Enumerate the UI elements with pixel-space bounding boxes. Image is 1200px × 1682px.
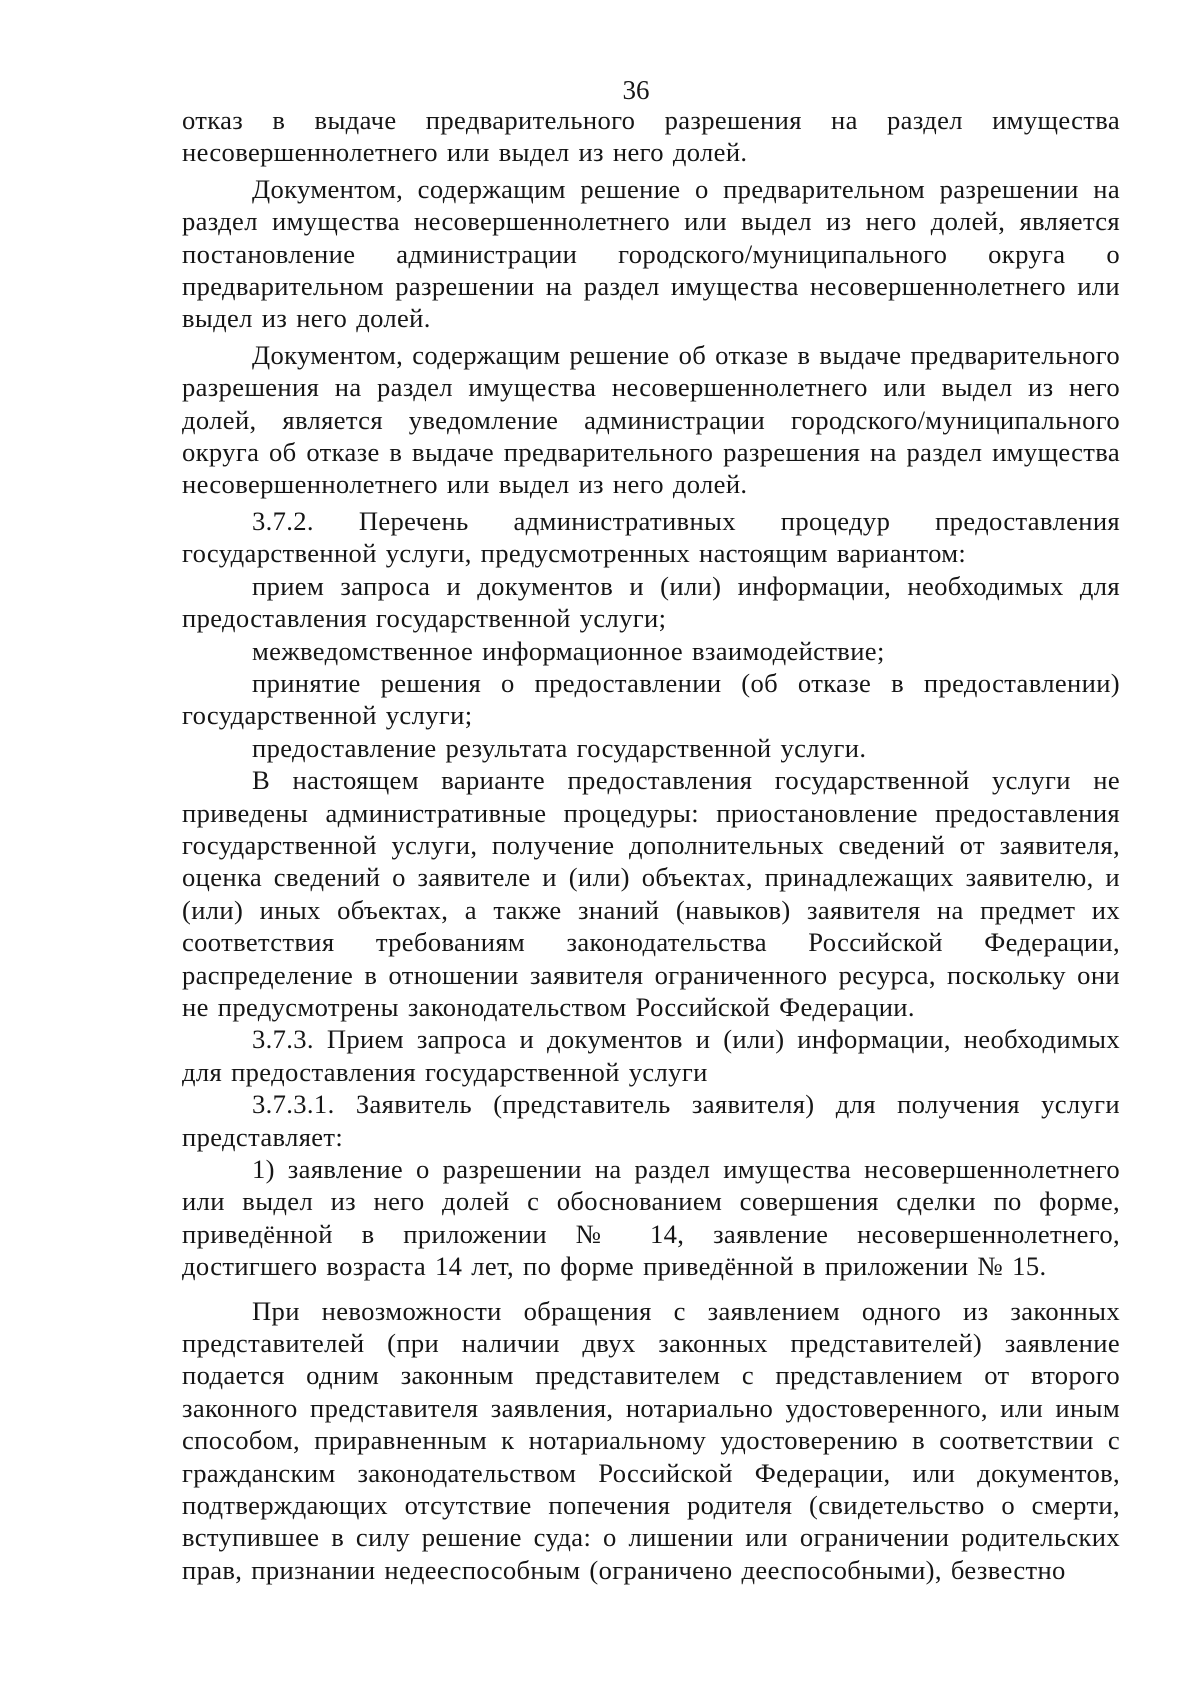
page-number: 36 xyxy=(622,75,650,105)
paragraph-3-7-3: 3.7.3. Прием запроса и документов и (или) информации, необходимых для предоставления государственной услуги xyxy=(182,1024,1120,1087)
list-item-request-intake: прием запроса и документов и (или) информации, необходимых для предоставления государственной услуги; xyxy=(182,570,1120,634)
list-item-application: 1) заявление о разрешении на раздел имущества несовершеннолетнего или выдел из него долей с обоснованием совершения сделки по форме, приведённой в приложении № 14, заявление несовершеннолетнего, достигшего возраста 14 лет, по форме приведённой в приложении № 15. xyxy=(182,1154,1120,1282)
list-item-result: предоставление результата государственной услуги. xyxy=(252,732,867,763)
list-item-interagency: межведомственное информационное взаимодействие; xyxy=(252,635,885,666)
paragraph-decision-document: Документом, содержащим решение о предварительном разрешении на раздел имущества несовершеннолетнего или выдел из него долей, является постановление администрации городского/муниципального округа о предварительном разрешении на раздел имущества несовершеннолетнего или выдел из него долей. xyxy=(182,173,1120,334)
paragraph-3-7-2: 3.7.2. Перечень административных процедур предоставления государственной услуги, предусмотренных настоящим вариантом: xyxy=(182,505,1120,569)
document-body xyxy=(182,104,1120,1586)
paragraph-omitted-procedures: В настоящем варианте предоставления государственной услуги не приведены административные процедуры: приостановление предоставления государственной услуги, получение дополнительных сведений от заявителя, оценка сведений о заявителе и (или) объектах, принадлежащих заявителю, и (или) иных объектах, а также знаний (навыков) заявителя на предмет их соответствия требованиям законодательства Российской Федерации, распределение в отношении заявителя ограниченного ресурса, поскольку они не предусмотрены законодательством Российской Федерации. xyxy=(182,765,1120,1022)
paragraph-impossibility: При невозможности обращения с заявлением одного из законных представителей (при наличии двух законных представителей) заявление подается одним законным представителем с представлением от второго законного представителя заявления, нотариально удостоверенного, или иным способом, приравненным к нотариальному удостоверению в соответствии с гражданским законодательством Российской Федерации, или документов, подтверждающих отсутствие попечения родителя (свидетельство о смерти, вступившее в силу решение суда: о лишении или ограничении родительских прав, признании недееспособным (ограничено дееспособными), безвестно xyxy=(182,1295,1120,1585)
list-item-decision: принятие решения о предоставлении (об отказе в предоставлении) государственной услуги; xyxy=(182,667,1120,731)
paragraph-3-7-3-1: 3.7.3.1. Заявитель (представитель заявителя) для получения услуги представляет: xyxy=(182,1089,1120,1152)
paragraph-continuation: отказ в выдаче предварительного разрешения на раздел имущества несовершеннолетнего или выдел из него долей. xyxy=(182,105,1120,168)
paragraph-refusal-document: Документом, содержащим решение об отказе в выдаче предварительного разрешения на раздел имущества несовершеннолетнего или выдел из него долей, является уведомление администрации городского/муниципального округа об отказе в выдаче предварительного разрешения на раздел имущества несовершеннолетнего или выдел из него долей. xyxy=(182,339,1120,500)
